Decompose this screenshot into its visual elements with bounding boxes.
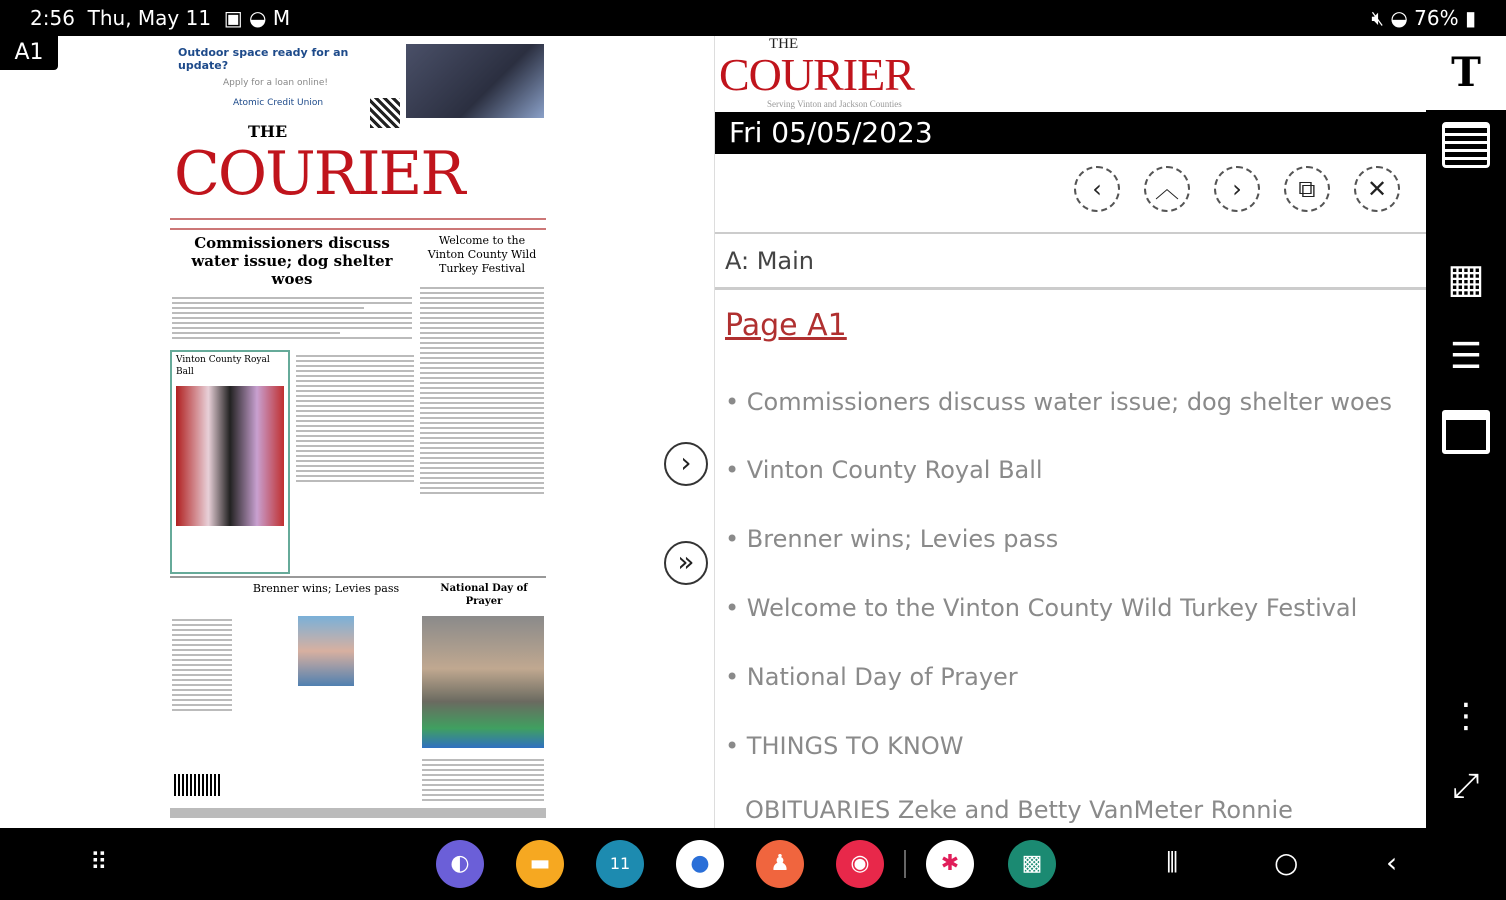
headline-1: Commissioners discuss water issue; dog shelter woes (191, 234, 393, 288)
last-page-button[interactable]: » (664, 541, 708, 585)
status-bar (0, 0, 1506, 36)
dock-divider (904, 850, 906, 878)
more-options-icon[interactable]: ⋮ (1449, 696, 1483, 736)
barcode (174, 774, 222, 796)
article-panel (714, 36, 1426, 828)
headline-3: Brenner wins; Levies pass (252, 582, 400, 595)
fullscreen-icon[interactable]: ⤢ (1452, 766, 1480, 806)
list-icon[interactable]: ☰ (1449, 336, 1483, 377)
internet-app-icon[interactable]: ◐ (436, 840, 484, 888)
back-button[interactable]: ‹ (1386, 846, 1398, 879)
newspaper-page-image[interactable] (170, 42, 546, 820)
article-item[interactable]: • Vinton County Royal Ball (725, 456, 1043, 484)
ad-photo (406, 44, 544, 118)
article-item[interactable]: • National Day of Prayer (725, 663, 1018, 691)
next-article-button[interactable]: › (1214, 166, 1260, 212)
article-item[interactable]: • Welcome to the Vinton County Wild Turkey Festival (725, 594, 1358, 622)
courier-logo: THE COURIER Serving Vinton and Jackson Counties (719, 36, 914, 109)
navigation-bar (0, 828, 1506, 900)
photo-caption: Vinton County Royal Ball (176, 355, 270, 377)
ad-subtitle: Apply for a loan online! (223, 78, 329, 88)
messages-app-icon[interactable]: ● (676, 840, 724, 888)
page-badge: A1 (0, 36, 58, 70)
article-item[interactable]: • THINGS TO KNOW (725, 732, 964, 760)
home-button[interactable]: ○ (1274, 846, 1299, 879)
grid-icon[interactable]: ▦ (1447, 256, 1485, 302)
app-drawer-icon[interactable]: ⠿ (90, 848, 108, 876)
contacts-app-icon[interactable]: ♟ (756, 840, 804, 888)
up-button[interactable]: ︿ (1144, 166, 1190, 212)
masthead-the: THE (248, 122, 288, 141)
text-size-button[interactable]: T (1426, 36, 1506, 110)
battery-level: 76% (1414, 6, 1459, 30)
prayer-photo (422, 616, 544, 748)
ad-headline: Outdoor space ready for an update? (178, 46, 349, 72)
qr-code (370, 98, 400, 128)
wifi-icon: ◒ (1390, 6, 1408, 30)
page-scrollbar[interactable] (170, 808, 546, 818)
notification-icons: ▣ ◒ M (223, 6, 291, 30)
brenner-photo (298, 616, 354, 686)
masthead: COURIER (174, 139, 464, 209)
issue-date: Fri 05/05/2023 (715, 112, 1427, 154)
status-time: 2:56 (30, 6, 75, 30)
calendar-icon[interactable] (1442, 410, 1490, 454)
slack-app-icon[interactable]: ✱ (926, 840, 974, 888)
status-date: Thu, May 11 (87, 6, 212, 30)
calendar-app-icon[interactable]: 11 (596, 840, 644, 888)
royal-ball-photo (176, 386, 284, 526)
article-item[interactable]: • Commissioners discuss water issue; dog shelter woes (725, 388, 1393, 416)
ad-brand: Atomic Credit Union (233, 98, 324, 108)
next-page-button[interactable]: › (664, 442, 708, 486)
headline-4: National Day of Prayer (440, 583, 528, 607)
article-item[interactable]: OBITUARIES Zeke and Betty VanMeter Ronnie (745, 796, 1293, 824)
recent-apps-button[interactable]: ⦀ (1166, 846, 1179, 879)
fit-view-button[interactable]: ⧉ (1284, 166, 1330, 212)
close-button[interactable]: ✕ (1354, 166, 1400, 212)
section-label: A: Main (715, 232, 1427, 290)
files-app-icon[interactable]: ▬ (516, 840, 564, 888)
page-view-icon[interactable] (1442, 122, 1490, 168)
battery-icon: ▮ (1464, 6, 1476, 30)
page-link[interactable]: Page A1 (725, 308, 847, 343)
camera-app-icon[interactable]: ◉ (836, 840, 884, 888)
side-rail (1426, 110, 1506, 828)
mute-icon: 🔇︎ (1371, 6, 1384, 30)
qr-app-icon[interactable]: ▩ (1008, 840, 1056, 888)
headline-2: Welcome to the Vinton County Wild Turkey Festival (427, 234, 537, 275)
article-item[interactable]: • Brenner wins; Levies pass (725, 525, 1059, 553)
previous-article-button[interactable]: ‹ (1074, 166, 1120, 212)
